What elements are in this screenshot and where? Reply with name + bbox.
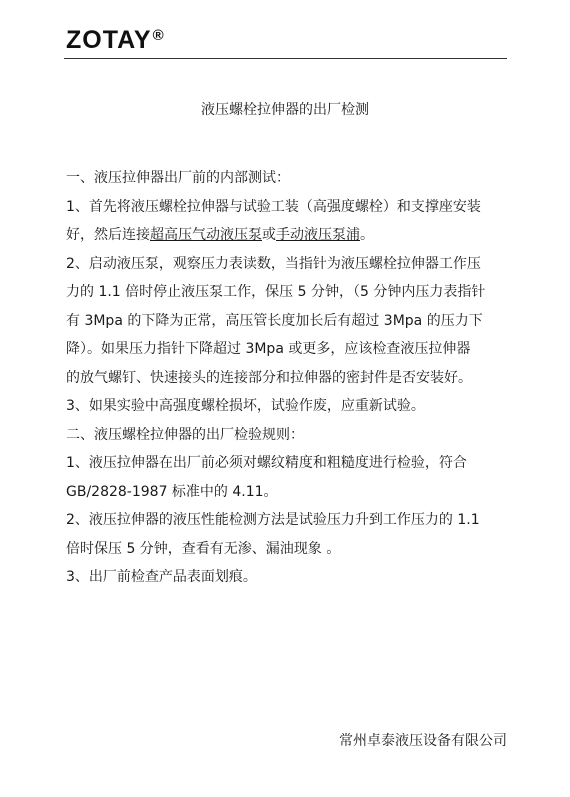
registered-mark: ® bbox=[152, 27, 165, 44]
document-title: 液压螺栓拉伸器的出厂检测 bbox=[201, 102, 369, 118]
header-divider bbox=[64, 58, 507, 59]
paragraph-line: 1、首先将液压螺栓拉伸器与试验工装（高强度螺栓）和支撑座安装 bbox=[66, 198, 481, 215]
paragraph-line: 1、液压拉伸器在出厂前必须对螺纹精度和粗糙度进行检验，符合 bbox=[66, 455, 467, 471]
document-body bbox=[66, 164, 508, 592]
paragraph-line: 降）。如果压力指针下降超过 3Mpa 或更多，应该检查液压拉伸器 bbox=[66, 341, 471, 357]
text-span: 好，然后连接 bbox=[66, 227, 150, 243]
paragraph-line: 2、液压拉伸器的液压性能检测方法是试验压力升到工作压力的 1.1 bbox=[66, 512, 480, 528]
paragraph-line bbox=[66, 221, 508, 250]
paragraph-line: GB/2828-1987 标准中的 4.11。 bbox=[66, 483, 278, 500]
paragraph-line: 3、出厂前检查产品表面划痕。 bbox=[66, 569, 257, 585]
paragraph-line: 2、启动液压泵，观察压力表读数，当指针为液压螺栓拉伸器工作压 bbox=[66, 255, 481, 272]
paragraph-line: 倍时保压 5 分钟，查看有无渗、漏油现象 。 bbox=[66, 540, 341, 557]
section-heading-1: 一、液压拉伸器出厂前的内部测试： bbox=[66, 170, 290, 186]
text-span: 或 bbox=[262, 227, 276, 243]
paragraph-line: 有 3Mpa 的下降为正常，高压管长度加长后有超过 3Mpa 的压力下 bbox=[66, 312, 483, 329]
section-heading-2: 二、液压螺栓拉伸器的出厂检验规则： bbox=[66, 426, 304, 443]
company-signature: 常州卓泰液压设备有限公司 bbox=[339, 733, 507, 749]
paragraph-line: 力的 1.1 倍时停止液压泵工作，保压 5 分钟，（5 分钟内压力表指针 bbox=[66, 284, 486, 300]
paragraph-line: 的放气螺钉、快速接头的连接部分和拉伸器的密封件是否安装好。 bbox=[66, 369, 472, 386]
link-manual-pump[interactable]: 手动液压泵浦 bbox=[276, 227, 360, 243]
text-span: 。 bbox=[360, 227, 374, 243]
paragraph-line: 3、如果实验中高强度螺栓损坏，试验作废，应重新试验。 bbox=[66, 398, 425, 414]
link-pneumatic-pump[interactable]: 超高压气动液压泵 bbox=[150, 227, 262, 243]
company-logo bbox=[66, 26, 165, 54]
logo-text: ZOTAY bbox=[66, 26, 152, 54]
